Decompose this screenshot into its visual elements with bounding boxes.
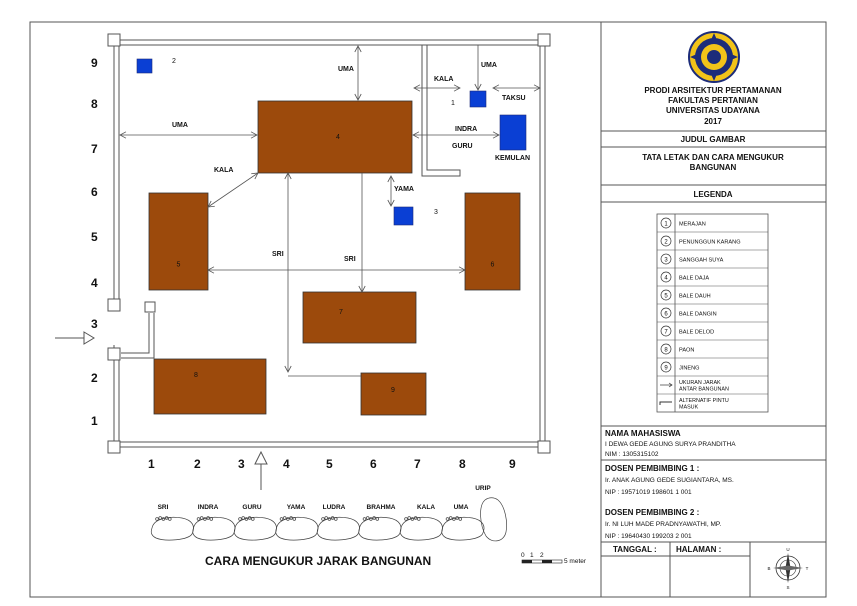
inst-line1: PRODI ARSITEKTUR PERTAMANAN — [644, 86, 782, 95]
legend-text-line: UKURAN JARAK — [679, 380, 721, 386]
shrine-2 — [137, 59, 152, 73]
university-logo — [689, 32, 739, 82]
grid-row-labels — [91, 56, 98, 428]
legend-key-5: 5 — [664, 293, 668, 300]
measure-title: CARA MENGUKUR JARAK BANGUNAN — [205, 554, 432, 568]
legend-text-2: PENUNGGUN KARANG — [679, 239, 741, 246]
col-label-3: 3 — [238, 457, 245, 471]
toe-mark — [242, 517, 245, 520]
col-label-7: 7 — [414, 457, 421, 471]
grid-col-labels — [148, 457, 516, 471]
row-label-8: 8 — [91, 97, 98, 111]
toe-mark — [168, 518, 171, 521]
judul-label: JUDUL GAMBAR — [680, 135, 746, 144]
legenda-label: LEGENDA — [693, 190, 733, 199]
row-label-3: 3 — [91, 317, 98, 331]
toe-mark — [197, 518, 200, 521]
shrine-label-kemulan: KEMULAN — [495, 155, 530, 162]
shrine-kemulan — [500, 115, 526, 150]
shrine-number-2: 2 — [172, 58, 176, 65]
toe-mark — [366, 517, 369, 520]
toe-mark — [334, 518, 337, 521]
foot-outline — [317, 517, 359, 540]
label-sri-mid: SRI — [344, 256, 356, 263]
toe-mark — [376, 518, 379, 521]
legend-text-1: MERAJAN — [679, 221, 706, 228]
measure-label-urip: URIP — [475, 485, 491, 492]
label-sri-left: SRI — [272, 251, 284, 258]
measure-label-yama: YAMA — [286, 504, 306, 511]
foot-outline — [151, 517, 193, 540]
legend-table — [657, 218, 768, 411]
building-number-8: 8 — [194, 372, 198, 379]
row-label-2: 2 — [91, 371, 98, 385]
toe-mark — [325, 517, 328, 520]
row-label-1: 1 — [91, 414, 98, 428]
toe-mark — [159, 517, 162, 520]
scale-tick-2: 2 — [540, 552, 544, 559]
row-label-6: 6 — [91, 185, 98, 199]
col-label-2: 2 — [194, 457, 201, 471]
toe-mark — [280, 518, 283, 521]
label-uma-top: UMA — [338, 66, 354, 73]
measure-label-indra: INDRA — [197, 504, 219, 511]
measure-label-brahma: BRAHMA — [366, 504, 396, 511]
label-taksu: TAKSU — [502, 95, 526, 102]
compass-icon — [767, 547, 808, 590]
compass-w: B — [767, 566, 771, 571]
legend-key-8: 8 — [664, 347, 668, 354]
legend-text-7: BALE DELOD — [679, 329, 715, 336]
toe-mark — [293, 518, 296, 521]
compass-e: T — [805, 566, 809, 571]
toe-mark — [417, 518, 420, 521]
toe-mark — [156, 518, 159, 521]
toe-mark — [449, 517, 452, 520]
compass-n: U — [786, 547, 790, 552]
building-number-7: 7 — [339, 309, 343, 316]
col-label-8: 8 — [459, 457, 466, 471]
building-9 — [361, 373, 426, 415]
halaman-label: HALAMAN : — [676, 545, 722, 554]
measure-label-sri: SRI — [157, 504, 169, 511]
row-label-7: 7 — [91, 142, 98, 156]
toe-mark — [408, 517, 411, 520]
inst-line2: FAKULTAS PERTANIAN — [668, 96, 758, 105]
legend-key-7: 7 — [664, 329, 668, 336]
title-block — [601, 32, 826, 597]
legend-gate-icon — [660, 402, 672, 405]
legend-text-line: ALTERNATIF PINTU — [679, 398, 729, 404]
label-guru: GURU — [452, 143, 473, 150]
toe-mark — [459, 518, 462, 521]
legend-text-line: ANTAR BANGUNAN — [679, 386, 729, 393]
toe-mark — [239, 518, 242, 521]
foot-outline — [193, 517, 235, 540]
inst-line3: UNIVERSITAS UDAYANA — [666, 106, 760, 115]
measure-strip — [151, 485, 587, 568]
col-label-4: 4 — [283, 457, 290, 471]
label-uma-left: UMA — [172, 122, 188, 129]
legend-key-4: 4 — [664, 275, 668, 282]
col-label-6: 6 — [370, 457, 377, 471]
foot-outline — [359, 517, 401, 540]
col-label-5: 5 — [326, 457, 333, 471]
measure-label-uma: UMA — [453, 504, 469, 511]
legend-text-6: BALE DANGIN — [679, 311, 717, 318]
nip1-value: NIP : 19571019 198601 1 001 — [605, 489, 692, 496]
scale-label: 5 meter — [564, 558, 587, 565]
foot-outline — [276, 517, 318, 540]
scale-tick-1: 1 — [530, 552, 534, 559]
row-label-5: 5 — [91, 230, 98, 244]
nip2-value: NIP : 19640430 199203 2 001 — [605, 533, 692, 540]
dosen2-value: Ir. NI LUH MADE PRADNYAWATHI, MP. — [605, 521, 722, 528]
foot-outline — [442, 517, 484, 540]
toe-mark — [322, 518, 325, 521]
dosen1-value: Ir. ANAK AGUNG GEDE SUGIANTARA, MS. — [605, 477, 734, 484]
label-kala-left: KALA — [214, 167, 234, 174]
measure-labels — [158, 485, 492, 511]
shrine-number-1: 1 — [451, 100, 455, 107]
toe-mark — [363, 518, 366, 521]
scale-tick-0: 0 — [521, 552, 525, 559]
year: 2017 — [704, 117, 722, 126]
building-number-5: 5 — [176, 261, 181, 269]
legend-text-3: SANGGAH SUYA — [679, 257, 724, 264]
toe-mark — [200, 517, 203, 520]
foot-outline — [234, 517, 276, 540]
toe-mark — [283, 517, 286, 520]
label-yama: YAMA — [394, 186, 414, 193]
building-number-4: 4 — [336, 134, 340, 141]
col-label-9: 9 — [509, 457, 516, 471]
dosen1-label: DOSEN PEMBIMBING 1 : — [605, 464, 700, 473]
legend-key-1: 1 — [664, 221, 668, 228]
toe-mark — [405, 518, 408, 521]
label-uma-right: UMA — [481, 62, 497, 69]
shrine-number-3: 3 — [434, 209, 438, 216]
building-number-9: 9 — [391, 387, 395, 394]
building-6 — [465, 193, 520, 290]
shrine-3 — [394, 207, 413, 225]
building-number-6: 6 — [490, 261, 495, 269]
shrine-1 — [470, 91, 486, 107]
legend-text-line: MASUK — [679, 404, 699, 411]
legend-key-3: 3 — [664, 257, 668, 264]
entrance-arrow-left — [55, 332, 94, 344]
row-label-9: 9 — [91, 56, 98, 70]
toe-mark — [446, 518, 449, 521]
measure-label-guru: GURU — [242, 504, 262, 511]
judul-line1: TATA LETAK DAN CARA MENGUKUR — [642, 153, 784, 162]
legend-text-9: JINENG — [679, 365, 700, 372]
nim-value: NIM : 1305315102 — [605, 451, 659, 458]
tanggal-label: TANGGAL : — [613, 545, 657, 554]
toe-mark — [251, 518, 254, 521]
nama-label: NAMA MAHASISWA — [605, 429, 681, 438]
legend-key-2: 2 — [664, 239, 668, 246]
toe-mark — [210, 518, 213, 521]
legend-text-5: BALE DAUH — [679, 293, 711, 300]
building-7 — [303, 292, 416, 343]
legend-text-4: BALE DAJA — [679, 275, 710, 282]
label-kala-top: KALA — [434, 76, 454, 83]
dosen2-label: DOSEN PEMBIMBING 2 : — [605, 508, 700, 517]
site-plan — [55, 34, 550, 490]
scale-bar — [521, 552, 587, 565]
label-indra: INDRA — [455, 126, 478, 133]
legend-key-9: 9 — [664, 365, 668, 372]
building-5 — [149, 193, 208, 290]
judul-line2: BANGUNAN — [689, 163, 737, 172]
legend-key-6: 6 — [664, 311, 668, 318]
measure-label-kala: KALA — [416, 504, 436, 511]
entrance-arrow-bottom — [255, 452, 267, 490]
legend-text-8: PAON — [679, 347, 695, 354]
building-4 — [258, 101, 412, 173]
measure-label-ludra: LUDRA — [322, 504, 346, 511]
building-8 — [154, 359, 266, 414]
nama-value: I DEWA GEDE AGUNG SURYA PRANDITHA — [605, 441, 736, 448]
col-label-1: 1 — [148, 457, 155, 471]
foot-outline-urip — [481, 498, 507, 541]
compass-s: S — [786, 585, 790, 590]
foot-outline — [400, 517, 442, 540]
row-label-4: 4 — [91, 276, 98, 290]
